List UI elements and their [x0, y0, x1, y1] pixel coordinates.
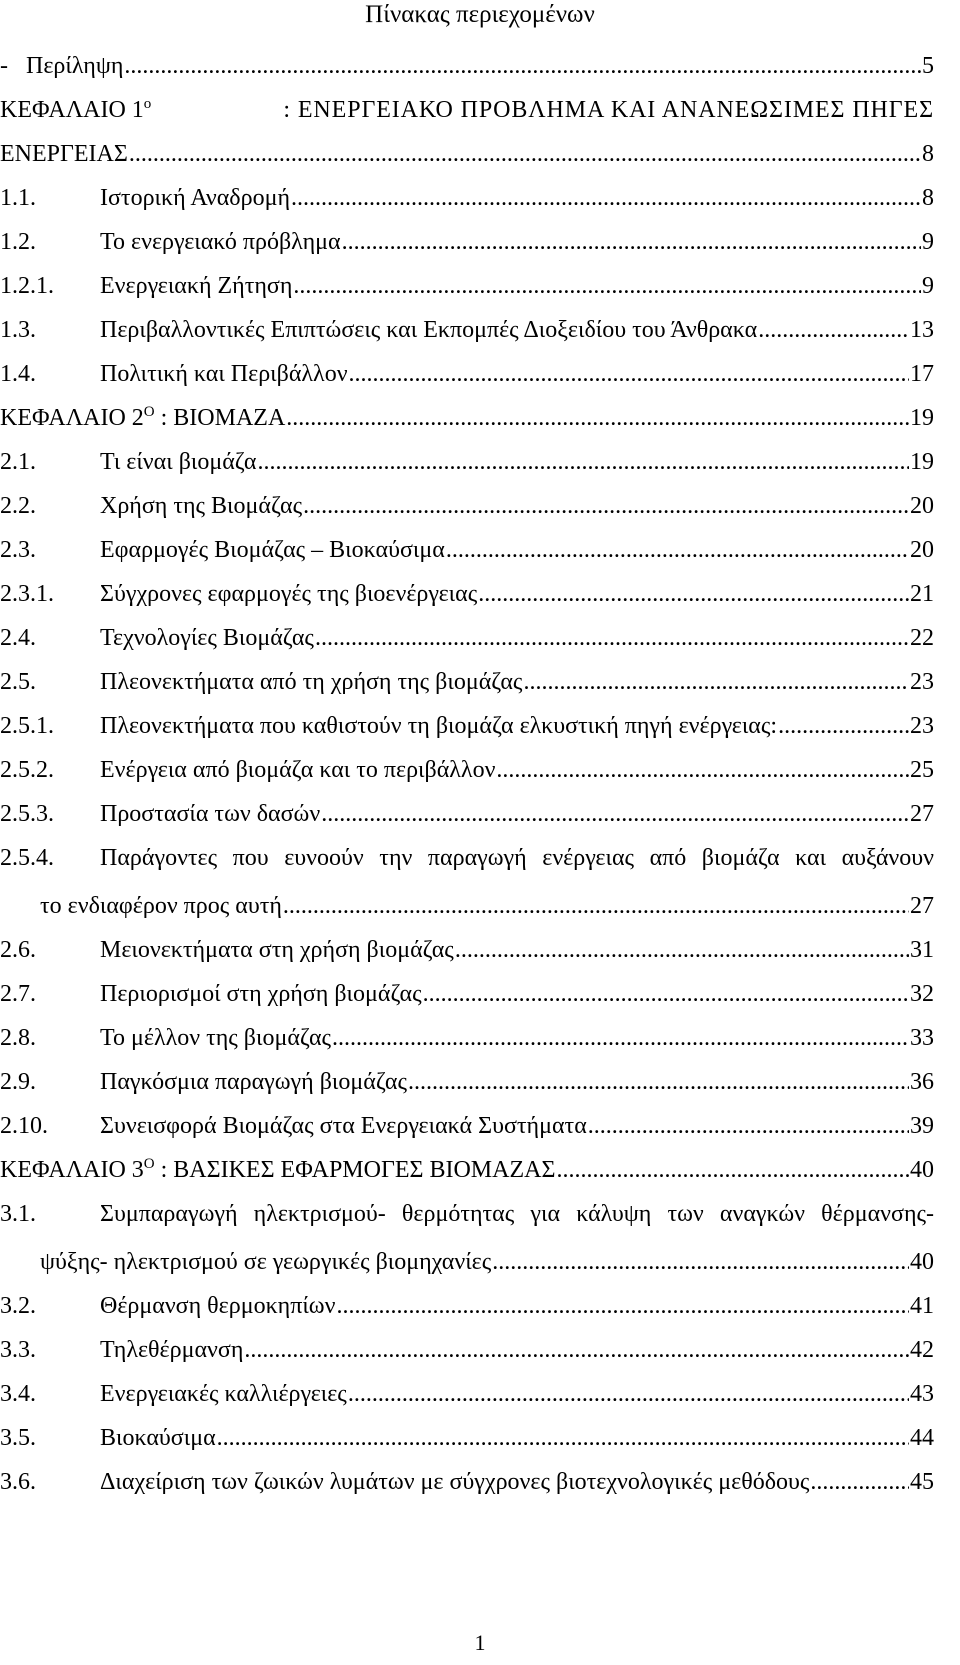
toc-entry-label: [100, 704, 777, 748]
toc-entry-number: 2.3.: [0, 537, 36, 563]
toc-entry-label: [100, 1460, 809, 1504]
toc-entry-number: 1.4.: [0, 361, 36, 387]
toc-entry-line: [100, 528, 934, 572]
toc-entry-number: 3.4.: [0, 1381, 36, 1407]
chapter-title-continued: ΕΝΕΡΓΕΙΑΣ: [0, 141, 128, 167]
chapter-label: ΚΕΦΑΛΑΙΟ 3: [0, 1157, 144, 1183]
toc-page-number: 39: [910, 1113, 934, 1139]
leader-dots: [342, 220, 921, 264]
leader-dots: [810, 1460, 909, 1504]
toc-entry-label: [100, 616, 314, 660]
toc-page-number: 9: [922, 273, 934, 299]
toc-page-number: 17: [910, 361, 934, 387]
toc-entry-line: [100, 792, 934, 836]
chapter-title: : ΒΙΟΜΑΖΑ: [154, 405, 286, 431]
toc-entry-label: [100, 1328, 243, 1372]
chapter-ordinal: Ο: [143, 404, 155, 420]
toc-entry-title: Βιοκαύσιμα: [100, 1425, 216, 1451]
toc-entry[interactable]: [0, 440, 960, 484]
toc-entry-line: [100, 440, 934, 484]
toc-entry-title-continued: το ενδιαφέρον προς αυτή: [40, 893, 282, 919]
toc-entry-title: Ιστορική Αναδρομή: [100, 185, 291, 211]
leader-dots: [283, 884, 909, 928]
toc-page-number: 9: [922, 229, 934, 255]
toc-entry-title: Μειονεκτήματα στη χρήση βιομάζας: [100, 937, 454, 963]
toc-entry-title: Τι είναι βιομάζα: [100, 449, 257, 475]
toc-entry-number: 3.3.: [0, 1337, 36, 1363]
toc-entry-number: 1.3.: [0, 317, 36, 343]
toc-entry-line: [100, 1060, 934, 1104]
toc-entry[interactable]: [0, 1148, 960, 1192]
toc-entry[interactable]: [0, 660, 960, 704]
chapter-label: ΚΕΦΑΛΑΙΟ 2: [0, 405, 144, 431]
toc-entry[interactable]: [0, 1104, 960, 1148]
toc-entry-title: Προστασία των δασών: [100, 801, 321, 827]
toc-entry[interactable]: [0, 88, 960, 132]
toc-entry-title: Διαχείριση των ζωικών λυμάτων με σύγχρονες βιοτεχνολογικές μεθόδους: [100, 1469, 810, 1495]
table-of-contents: [0, 44, 960, 1504]
chapter-title: : ΒΑΣΙΚΕΣ ΕΦΑΡΜΟΓΕΣ ΒΙΟΜΑΖΑΣ: [154, 1157, 556, 1183]
toc-entry[interactable]: [0, 836, 960, 884]
toc-page-number: 43: [910, 1381, 934, 1407]
toc-entry-number: 3.1.: [0, 1201, 36, 1227]
toc-entry-label: [100, 1016, 331, 1060]
toc-entry-number: 2.10.: [0, 1113, 48, 1139]
toc-entry-number: 2.2.: [0, 493, 36, 519]
toc-entry-label: [100, 264, 292, 308]
toc-entry-title: Ενεργειακή Ζήτηση: [100, 273, 293, 299]
leader-dots: [129, 132, 921, 176]
toc-entry-title: Το ενεργειακό πρόβλημα: [100, 229, 341, 255]
toc-entry-line: [100, 704, 934, 748]
toc-entry[interactable]: [0, 1016, 960, 1060]
toc-entry-label: [26, 44, 123, 88]
toc-entry-label: [100, 660, 522, 704]
leader-dots: [315, 616, 909, 660]
toc-entry-title-continued: ψύξης- ηλεκτρισμού σε γεωργικές βιομηχανίες: [40, 1249, 492, 1275]
leader-dots: [124, 44, 921, 88]
toc-entry[interactable]: [0, 1240, 960, 1284]
toc-entry-line: [100, 1284, 934, 1328]
toc-page-number: 31: [910, 937, 934, 963]
toc-entry-number: 2.9.: [0, 1069, 36, 1095]
toc-entry[interactable]: [0, 572, 960, 616]
leader-dots: [523, 660, 909, 704]
toc-entry-label: [0, 396, 285, 440]
toc-entry-title: Ενεργειακές καλλιέργειες: [100, 1381, 347, 1407]
leader-dots: [286, 396, 909, 440]
toc-entry[interactable]: [0, 484, 960, 528]
toc-entry-line: [100, 572, 934, 616]
toc-entry-title: Πλεονεκτήματα από τη χρήση της βιομάζας: [100, 669, 523, 695]
toc-page-number: 13: [910, 317, 934, 343]
toc-page-number: 25: [910, 757, 934, 783]
leader-dots: [588, 1104, 909, 1148]
leader-dots: [758, 308, 909, 352]
toc-entry-line: [100, 748, 934, 792]
chapter-title: : ΕΝΕΡΓΕΙΑΚΟ ΠΡΟΒΛΗΜΑ ΚΑΙ ΑΝΑΝΕΩΣΙΜΕΣ ΠΗΓΕΣ: [283, 97, 934, 123]
toc-entry-label: [100, 928, 454, 972]
toc-entry-title: Περιβαλλοντικές Επιπτώσεις και Εκπομπές Διοξειδίου του Άνθρακα: [100, 317, 758, 343]
toc-entry-label: [100, 308, 757, 352]
toc-entry-label: [100, 748, 495, 792]
toc-entry[interactable]: [0, 1460, 960, 1504]
toc-entry[interactable]: [0, 1060, 960, 1104]
toc-entry[interactable]: [0, 616, 960, 660]
leader-dots: [478, 572, 909, 616]
toc-entry-title: Παγκόσμια παραγωγή βιομάζας: [100, 1069, 407, 1095]
toc-entry-number: 1.1.: [0, 185, 36, 211]
toc-entry-title: Τεχνολογίες Βιομάζας: [100, 625, 314, 651]
toc-entry-title: Ενέργεια από βιομάζα και το περιβάλλον: [100, 757, 496, 783]
toc-entry-number: 2.5.: [0, 669, 36, 695]
toc-entry-line: [100, 1372, 934, 1416]
toc-entry-line: [100, 1416, 934, 1460]
toc-entry-number: 2.1.: [0, 449, 36, 475]
toc-entry[interactable]: [0, 1372, 960, 1416]
toc-entry[interactable]: [0, 220, 960, 264]
toc-entry-label: [100, 1416, 216, 1460]
toc-entry-line: [40, 884, 934, 928]
toc-entry-number: 1.2.1.: [0, 273, 54, 299]
toc-entry-title: Περιορισμοί στη χρήση βιομάζας: [100, 981, 422, 1007]
toc-entry-line: [100, 1460, 934, 1504]
leader-dots: [556, 1148, 909, 1192]
toc-entry[interactable]: [0, 1328, 960, 1372]
toc-entry-label: [100, 792, 320, 836]
toc-entry-number: 2.5.2.: [0, 757, 54, 783]
toc-entry-title: Σύγχρονες εφαρμογές της βιοενέργειας: [100, 581, 478, 607]
toc-page-number: 19: [910, 405, 934, 431]
toc-page-number: 20: [910, 537, 934, 563]
toc-page-number: 40: [910, 1249, 934, 1275]
toc-entry[interactable]: [0, 972, 960, 1016]
toc-entry-title: Χρήση της Βιομάζας: [100, 493, 303, 519]
toc-entry-label: [100, 440, 256, 484]
toc-entry-line: [100, 352, 934, 396]
toc-page-number: 27: [910, 801, 934, 827]
toc-page-number: 40: [910, 1157, 934, 1183]
toc-entry-line: [100, 928, 934, 972]
toc-entry-label: [40, 884, 282, 928]
leader-dots: [423, 972, 909, 1016]
toc-entry-line: [100, 972, 934, 1016]
toc-entry-line: [100, 220, 934, 264]
toc-entry-number: 2.4.: [0, 625, 36, 651]
toc-entry-number: 2.6.: [0, 937, 36, 963]
leader-dots: [492, 1240, 909, 1284]
toc-entry-title: Περίληψη: [26, 53, 124, 79]
leader-dots: [348, 1372, 909, 1416]
page-title: Πίνακας περιεχομένων: [365, 1, 595, 28]
leader-dots: [217, 1416, 909, 1460]
toc-entry-label: [0, 1148, 555, 1192]
toc-entry[interactable]: [0, 132, 960, 176]
toc-entry-number: 2.8.: [0, 1025, 36, 1051]
toc-entry-title: Συνεισφορά Βιομάζας στα Ενεργειακά Συστήματα: [100, 1113, 587, 1139]
toc-entry[interactable]: [0, 1192, 960, 1240]
toc-entry[interactable]: [0, 264, 960, 308]
toc-page-number: 21: [910, 581, 934, 607]
toc-entry[interactable]: [0, 792, 960, 836]
toc-entry[interactable]: [0, 748, 960, 792]
toc-page-number: 27: [910, 893, 934, 919]
toc-page-number: 20: [910, 493, 934, 519]
toc-entry-number: 2.7.: [0, 981, 36, 1007]
toc-entry[interactable]: [0, 928, 960, 972]
toc-entry[interactable]: [0, 704, 960, 748]
toc-entry[interactable]: [0, 1416, 960, 1460]
toc-entry-label: [100, 484, 302, 528]
toc-page-number: 5: [922, 53, 934, 79]
toc-entry-label: [100, 572, 477, 616]
toc-page-number: 19: [910, 449, 934, 475]
toc-entry-title: Το μέλλον της βιομάζας: [100, 1025, 332, 1051]
toc-entry[interactable]: [0, 176, 960, 220]
toc-entry[interactable]: [0, 884, 960, 928]
leader-dots: [321, 792, 909, 836]
toc-entry-label: [100, 352, 348, 396]
leader-dots: [455, 928, 909, 972]
toc-entry[interactable]: [0, 352, 960, 396]
toc-entry-line: [0, 1148, 934, 1192]
toc-entry-line: [100, 1016, 934, 1060]
toc-entry-label: [100, 1372, 347, 1416]
leader-dots: [446, 528, 909, 572]
toc-entry-label: [100, 220, 341, 264]
toc-page-number: 23: [910, 669, 934, 695]
toc-entry-label: [100, 1284, 335, 1328]
toc-entry-line: [100, 264, 934, 308]
leader-dots: [257, 440, 909, 484]
toc-entry-line: [40, 1240, 934, 1284]
toc-entry-title: Συμπαραγωγή ηλεκτρισμού- θερμότητας για κάλυψη των αναγκών θέρμανσης-: [100, 1201, 934, 1227]
toc-entry-label: [40, 1240, 491, 1284]
toc-page-number: 45: [910, 1469, 934, 1495]
toc-entry-line: [100, 484, 934, 528]
toc-page-number: 32: [910, 981, 934, 1007]
toc-entry-title: Πολιτική και Περιβάλλον: [100, 361, 348, 387]
leader-dots: [293, 264, 921, 308]
leader-dots: [408, 1060, 909, 1104]
toc-entry[interactable]: [0, 396, 960, 440]
chapter-label: ΚΕΦΑΛΑΙΟ 1: [0, 97, 144, 123]
toc-entry-number: 3.6.: [0, 1469, 36, 1495]
toc-entry-label: [100, 1060, 407, 1104]
toc-page-number: 8: [922, 185, 934, 211]
leader-dots: [778, 704, 909, 748]
leader-dots: [336, 1284, 909, 1328]
toc-entry[interactable]: [0, 528, 960, 572]
chapter-ordinal: Ο: [143, 1156, 155, 1172]
toc-entry-number: 3.5.: [0, 1425, 36, 1451]
toc-entry-number: 2.5.4.: [0, 845, 54, 871]
toc-entry-line: [100, 176, 934, 220]
toc-page-number: 42: [910, 1337, 934, 1363]
chapter-ordinal: ο: [143, 96, 152, 112]
toc-entry-number: 2.5.1.: [0, 713, 54, 739]
toc-entry[interactable]: [0, 1284, 960, 1328]
toc-page-number: 33: [910, 1025, 934, 1051]
toc-entry-title: Εφαρμογές Βιομάζας – Βιοκαύσιμα: [100, 537, 445, 563]
leader-dots: [303, 484, 909, 528]
toc-entry-title: Τηλεθέρμανση: [100, 1337, 244, 1363]
toc-entry-line: [100, 1328, 934, 1372]
toc-entry[interactable]: [0, 44, 960, 88]
toc-entry-label: [100, 1104, 587, 1148]
chapter-label-group: [0, 88, 151, 132]
leader-dots: [332, 1016, 909, 1060]
toc-entry-title: Θέρμανση θερμοκηπίων: [100, 1293, 336, 1319]
toc-page-number: 8: [922, 141, 934, 167]
toc-entry-line: [100, 616, 934, 660]
toc-page-number: 36: [910, 1069, 934, 1095]
toc-entry-label: [100, 528, 445, 572]
toc-page-number: 23: [910, 713, 934, 739]
toc-entry[interactable]: [0, 308, 960, 352]
toc-entry-number: 2.3.1.: [0, 581, 54, 607]
toc-entry-number: 2.5.3.: [0, 801, 54, 827]
toc-entry-label: [0, 132, 128, 176]
toc-entry-line: [26, 44, 934, 88]
toc-entry-line: [100, 1104, 934, 1148]
leader-dots: [291, 176, 921, 220]
toc-entry-number: 3.2.: [0, 1293, 36, 1319]
toc-entry-number: -: [0, 53, 8, 79]
toc-entry-title: Πλεονεκτήματα που καθιστούν τη βιομάζα ελκυστική πηγή ενέργειας:: [100, 713, 778, 739]
toc-entry-line: [100, 308, 934, 352]
toc-entry-label: [100, 176, 290, 220]
toc-page-number: 41: [910, 1293, 934, 1319]
leader-dots: [496, 748, 909, 792]
leader-dots: [244, 1328, 909, 1372]
toc-page-number: 44: [910, 1425, 934, 1451]
toc-entry-line: [100, 660, 934, 704]
toc-entry-line: [0, 132, 934, 176]
leader-dots: [349, 352, 909, 396]
page-number: 1: [474, 1630, 486, 1655]
toc-entry-title: Παράγοντες που ευνοούν την παραγωγή ενέργειας από βιομάζα και αυξάνουν: [100, 845, 934, 871]
toc-entry-line: [0, 396, 934, 440]
toc-entry-number: 1.2.: [0, 229, 36, 255]
toc-page-number: 22: [910, 625, 934, 651]
toc-entry-label: [100, 972, 422, 1016]
